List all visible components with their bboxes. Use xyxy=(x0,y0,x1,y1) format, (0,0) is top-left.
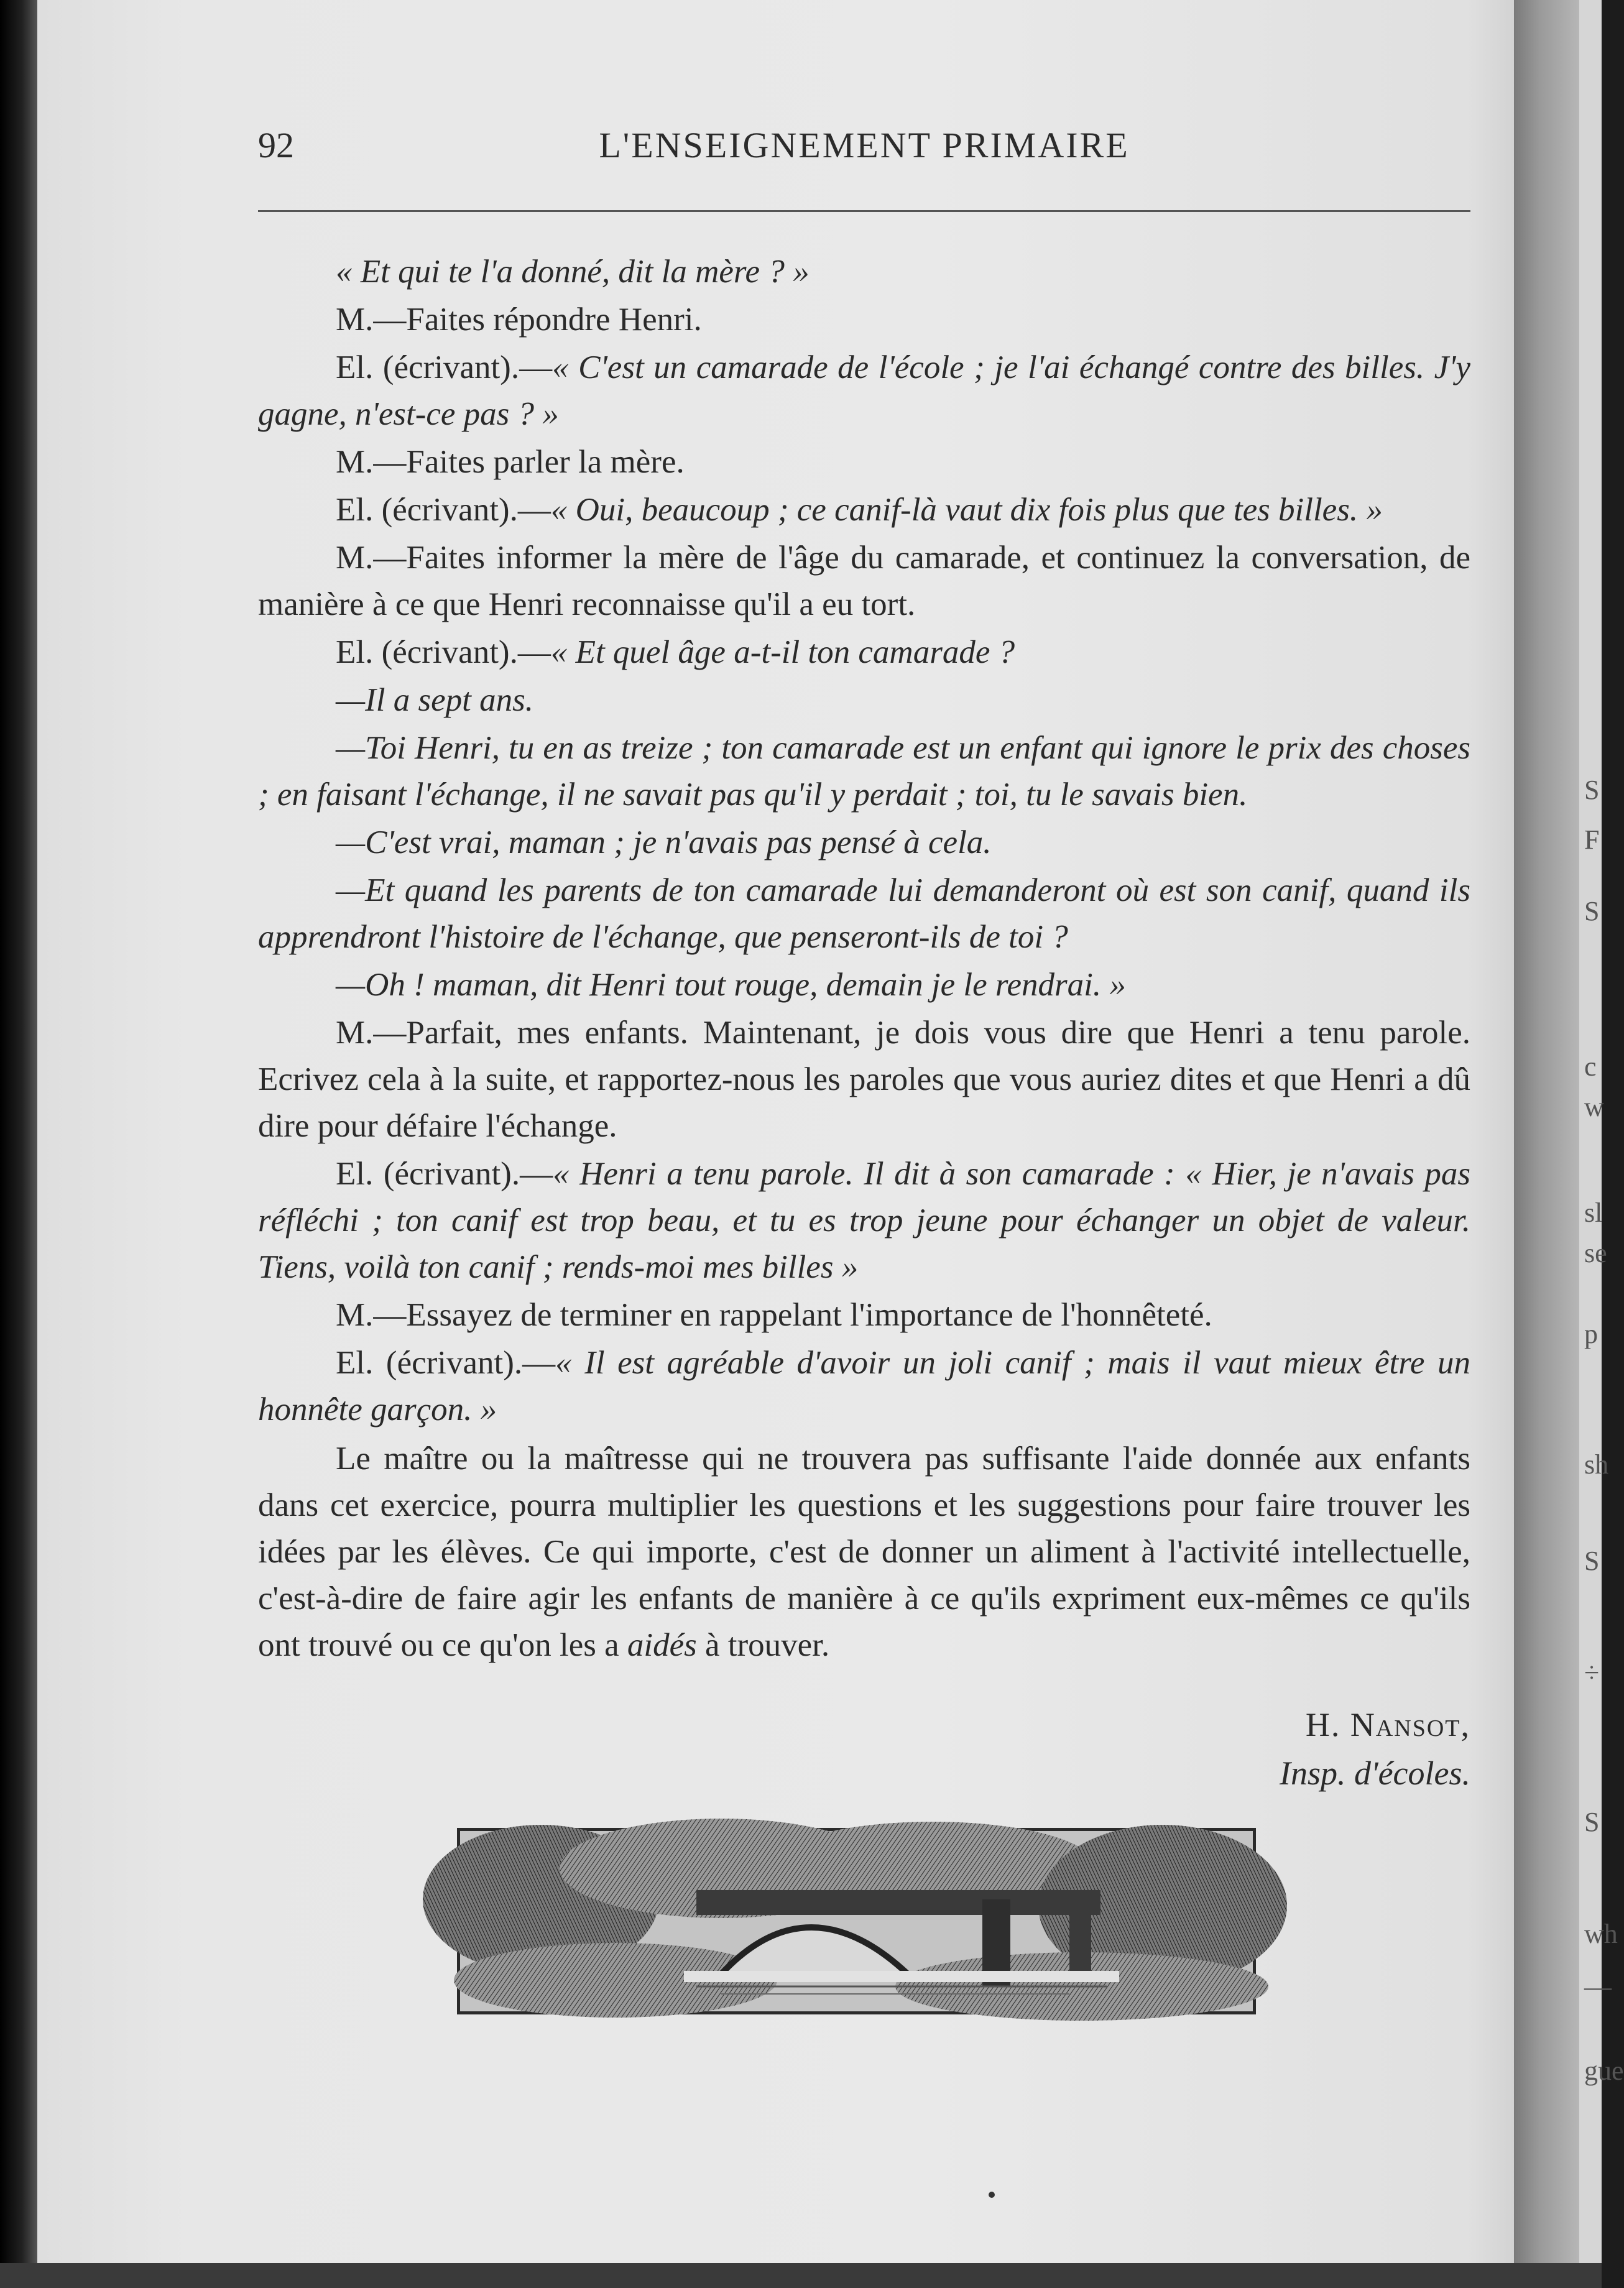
paragraph: El. (écrivant).—« Oui, beaucoup ; ce canif-là vaut dix fois plus que tes billes. » xyxy=(336,492,1383,528)
page-number: 92 xyxy=(258,125,294,165)
paragraph: El. (écrivant).—« Henri a tenu parole. Il dit à son camarade : « Hier, je n'avais pas réfléchi ; ton canif est trop beau, et tu es trop jeune pour échanger un objet de valeur. Tiens, voilà ton canif ; rends-moi mes billes » xyxy=(258,1156,1470,1285)
body-text xyxy=(258,249,1470,1670)
running-title: L'ENSEIGNEMENT PRIMAIRE xyxy=(599,125,1130,165)
paragraph: —Et quand les parents de ton camarade lui demanderont où est son canif, quand ils apprendront l'histoire de l'échange, que penseront-ils de toi ? xyxy=(258,872,1470,955)
paragraph: El. (écrivant).—« Il est agréable d'avoir un joli canif ; mais il vaut mieux être un honnête garçon. » xyxy=(258,1345,1470,1428)
next-page-fragment: — xyxy=(1584,1972,1612,2002)
closing-paragraph: Le maître ou la maîtresse qui ne trouvera pas suffisante l'aide donnée aux enfants dans cet exercice, pourra multiplier les questions et les suggestions pour faire trouver les idées par les élèves. Ce qui importe, c'est de donner un aliment à l'activité intellectuelle, c'est-à-dire de faire agir les enfants de manière à ce qu'ils expriment eux-mêmes ce qu'ils ont trouvé ou ce qu'on les a aidés à trouver. xyxy=(258,1441,1470,1663)
scan-bottom-edge xyxy=(0,2263,1602,2288)
next-page-fragment: c xyxy=(1584,1051,1597,1082)
next-page-edge xyxy=(1579,0,1624,2288)
next-page-fragment: F xyxy=(1584,824,1600,855)
paragraph: M.—Faites informer la mère de l'âge du camarade, et continuez la conversation, de manière à ce que Henri reconnaisse qu'il a eu tort. xyxy=(258,540,1470,622)
next-page-fragment: se xyxy=(1584,1238,1607,1268)
book-gutter xyxy=(1514,0,1589,2288)
bridge-engraving-art xyxy=(460,1831,1253,2011)
next-page-fragment: S xyxy=(1584,775,1600,805)
paragraph: —Oh ! maman, dit Henri tout rouge, demain je le rendrai. » xyxy=(336,967,1126,1003)
next-page-fragment: sl xyxy=(1584,1197,1603,1228)
paragraph: « Et qui te l'a donné, dit la mère ? » xyxy=(336,254,810,290)
scan-left-edge xyxy=(0,0,37,2288)
page-mark xyxy=(989,2192,995,2198)
next-page-fragment: wh xyxy=(1584,1919,1618,1949)
paragraph: —Il a sept ans. xyxy=(336,682,533,718)
bridge-engraving xyxy=(457,1828,1256,2014)
next-page-fragment: sh xyxy=(1584,1449,1609,1480)
paragraph: El. (écrivant).—« Et quel âge a-t-il ton camarade ? xyxy=(336,634,1015,670)
header-rule xyxy=(258,210,1470,212)
paragraph: —Toi Henri, tu en as treize ; ton camarade est un enfant qui ignore le prix des choses ; en faisant l'échange, il ne savait pas qu'il y perdait ; toi, tu le savais bien. xyxy=(258,730,1470,813)
page-header xyxy=(258,124,1470,174)
author-name: H. Nansot, xyxy=(1305,1706,1470,1743)
paragraph: M.—Essayez de terminer en rappelant l'importance de l'honnêteté. xyxy=(336,1297,1212,1333)
paragraph: —C'est vrai, maman ; je n'avais pas pensé à cela. xyxy=(336,824,992,860)
next-page-fragment: gue xyxy=(1584,2055,1624,2086)
paragraph: M.—Faites répondre Henri. xyxy=(336,302,702,338)
next-page-fragment: S xyxy=(1584,1546,1600,1576)
paragraph: El. (écrivant).—« C'est un camarade de l'école ; je l'ai échangé contre des billes. J'y gagne, n'est-ce pas ? » xyxy=(258,349,1470,432)
author-title: Insp. d'écoles. xyxy=(1280,1755,1470,1792)
paragraph: M.—Faites parler la mère. xyxy=(336,444,685,480)
next-page-fragment: ÷ xyxy=(1584,1658,1600,1688)
next-page-fragment: S xyxy=(1584,1807,1600,1837)
paragraph: M.—Parfait, mes enfants. Maintenant, je dois vous dire que Henri a tenu parole. Ecrivez cela à la suite, et rapportez-nous les paroles que vous auriez dites et que Henri a dû dire pour défaire l'échange. xyxy=(258,1015,1470,1144)
signature xyxy=(258,1700,1470,1797)
next-page-fragment: p xyxy=(1584,1319,1598,1349)
next-page-fragment: w xyxy=(1584,1092,1604,1122)
next-page-fragment: S xyxy=(1584,896,1600,926)
